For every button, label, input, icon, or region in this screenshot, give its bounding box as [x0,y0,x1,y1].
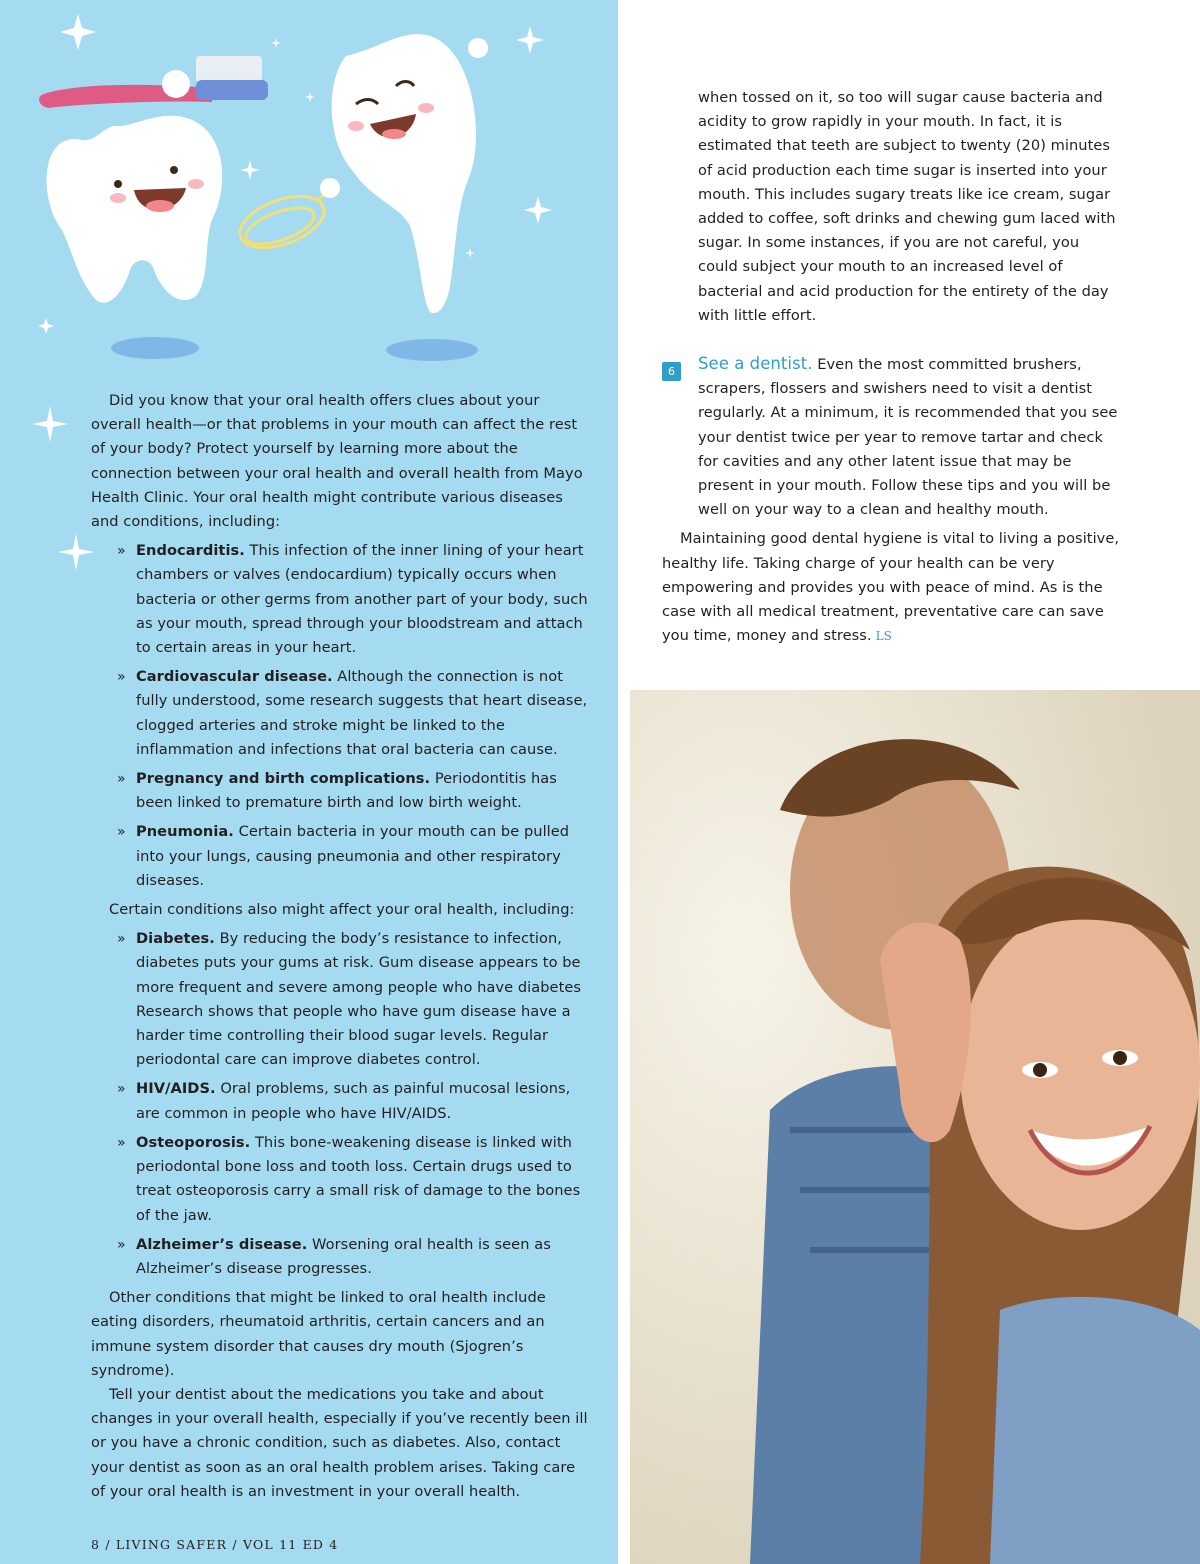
list-item-term: HIV/AIDS. [136,1080,216,1098]
list-item-text: Certain bacteria in your mouth can be pulled into your lungs, causing pneumonia and other respiratory diseases. [136,823,570,889]
list-item-text: Periodontitis has been linked to premature birth and low birth weight. [136,770,557,812]
list-item [136,767,588,815]
list-item [136,539,588,660]
tell-dentist-paragraph: Tell your dentist about the medications you take and about changes in your overall health, especially if you’ve recently been ill or you have a chronic condition, such as diabetes. Also, contact your dentist as soon as an oral health problem arises. Taking care of your oral health is an investment in your overall health. [91,1385,588,1500]
end-mark-logo: LS [875,629,892,644]
list-item [136,1077,588,1125]
toothbrush-icon [39,56,268,108]
whisk-icon [233,186,331,257]
tip-6 [662,352,1122,522]
list-item-term: Alzheimer’s disease. [136,1235,308,1253]
disease-list [91,539,588,893]
tooth-character-right [332,34,488,313]
continued-paragraph: when tossed on it, so too will sugar cause bacteria and acidity to grow rapidly in your mouth. In fact, it is estimated that teeth are subject to twenty (20) minutes of acid production each time sugar is inserted into your mouth. This includes sugary treats like ice cream, sugar added to coffee, soft drinks and chewing gum laced with sugar. In some instances, if you are not careful, you could subject your mouth to an increased level of bacterial and acid production for the entirety of the day with little effort. [698,89,1116,324]
left-article-column [91,389,588,1504]
sparkle-icon [30,404,70,444]
condition-list [91,927,588,1281]
tip-number-badge: 6 [662,362,681,381]
list-item [136,927,588,1072]
list-item [136,1233,588,1281]
list-item-text: Oral problems, such as painful mucosal lesions, are common in people who have HIV/AIDS. [136,1080,571,1122]
list-item-term: Diabetes. [136,930,215,948]
closing-text: Maintaining good dental hygiene is vital to living a positive, healthy life. Taking charge of your health can be very empowering and provides you with peace of mind. As is the case with all medical treatment, preventative care can save you time, money and stress. [662,530,1120,645]
conditions-intro: Certain conditions also might affect your oral health, including: [109,901,575,919]
list-item-term: Osteoporosis. [136,1133,251,1151]
page-footer: 8 / LIVING SAFER / VOL 11 ED 4 [91,1537,339,1552]
list-item-text: By reducing the body’s resistance to infection, diabetes puts your gums at risk. Gum disease appears to be more frequent and severe among people who have diabetes Research shows that people who have gum disease have a harder time controlling their blood sugar levels. Regular periodontal care can improve diabetes control. [136,930,582,1069]
intro-paragraph: Did you know that your oral health offers clues about your overall health—or that problems in your mouth can affect the rest of your body? Protect yourself by learning more about the connection between your oral health and overall health from Mayo Health Clinic. Your oral health might contribute various diseases and conditions, including: [91,392,583,531]
list-item [136,820,588,893]
list-item-term: Cardiovascular disease. [136,668,333,686]
list-item-text: Worsening oral health is seen as Alzheimer’s disease progresses. [136,1235,551,1277]
cartoon-teeth-illustration [0,0,618,380]
list-item-text: Although the connection is not fully understood, some research suggests that heart disease, clogged arteries and stroke might be linked to the inflammation and infections that oral bacteria can cause. [136,668,588,758]
tip-title: See a dentist. [698,354,813,374]
list-item-text: This bone-weakening disease is linked with periodontal bone loss and tooth loss. Certain drugs used to treat osteoporosis carry a small risk of damage to the bones of the jaw. [136,1133,581,1224]
list-item-term: Pneumonia. [136,823,234,841]
list-item [136,665,588,762]
sparkle-icon [56,532,96,572]
photo-illustration [630,690,1200,1564]
list-item-term: Endocarditis. [136,542,245,560]
right-article-column [662,86,1122,648]
closing-paragraph [662,527,1122,648]
list-item-term: Pregnancy and birth complications. [136,770,431,788]
list-item-text: This infection of the inner lining of your heart chambers or valves (endocardium) typically occurs when bacteria or other germs from another part of your body, such as your mouth, spread through your bloodstream and attach to certain areas in your heart. [136,542,588,657]
smiling-couple-photo [630,690,1200,1564]
list-item [136,1131,588,1228]
tip-text: Even the most committed brushers, scrapers, flossers and swishers need to visit a dentist regularly. At a minimum, it is recommended that you see your dentist twice per year to remove tartar and check for cavities and any other latent issue that may be present in your mouth. Follow these tips and you will be well on your way to a clean and healthy mouth. [698,356,1118,519]
other-conditions-paragraph: Other conditions that might be linked to oral health include eating disorders, rheumatoid arthritis, certain cancers and an immune system disorder that causes dry mouth (Sjogren’s syndrome). [91,1289,546,1379]
tooth-character-left [47,116,223,303]
